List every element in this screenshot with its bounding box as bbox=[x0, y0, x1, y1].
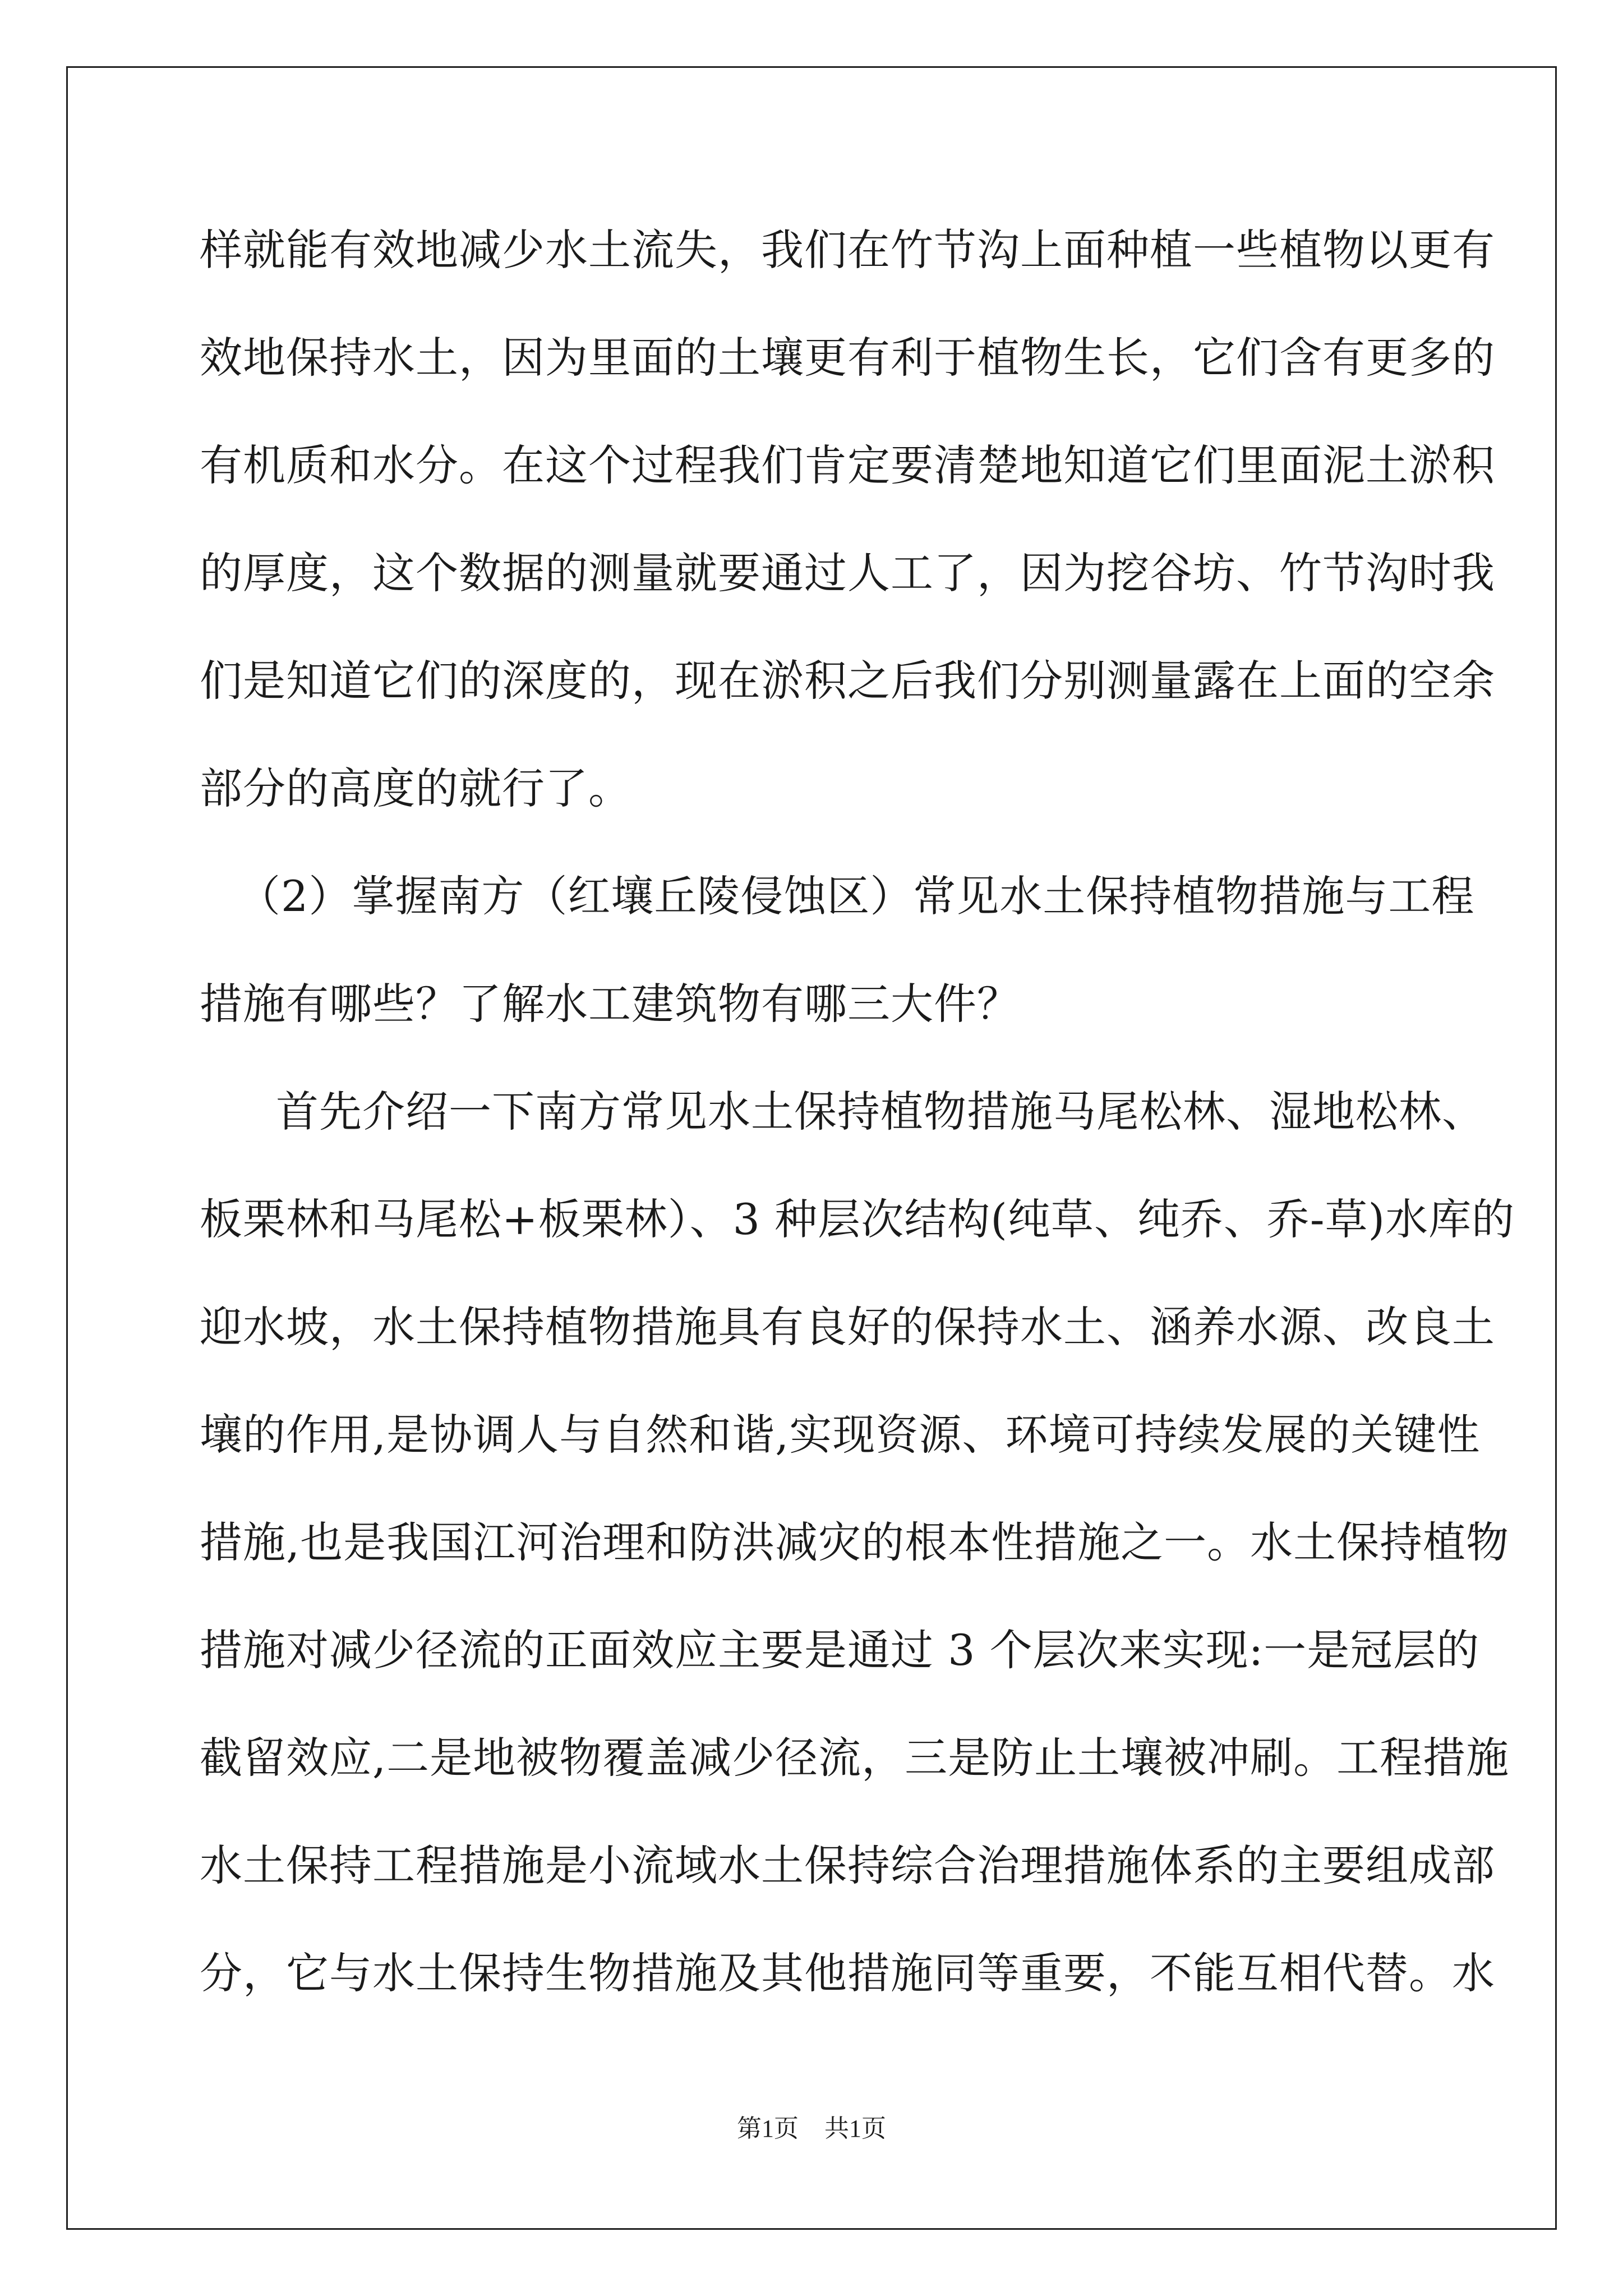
text-line: 截留效应,二是地被物覆盖减少径流，三是防止土壤被冲刷。工程措施 bbox=[200, 1733, 1510, 1783]
document-body bbox=[200, 196, 1515, 2027]
text-line: 水土保持工程措施是小流域水土保持综合治理措施体系的主要组成部 bbox=[200, 1841, 1495, 1890]
paragraph-first-line: 首先介绍一下南方常见水土保持植物措施马尾松林、湿地松林、 bbox=[276, 1087, 1485, 1137]
text-line: 们是知道它们的深度的，现在淤积之后我们分别测量露在上面的空余 bbox=[200, 656, 1495, 706]
page-number: 第1页 bbox=[737, 2115, 799, 2142]
text-line: 样就能有效地减少水土流失，我们在竹节沟上面种植一些植物以更有 bbox=[200, 225, 1495, 275]
text-line: 有机质和水分。在这个过程我们肯定要清楚地知道它们里面泥土淤积 bbox=[200, 440, 1495, 490]
text-line: 措施有哪些？了解水工建筑物有哪三大件？ bbox=[200, 979, 1020, 1029]
text-line: 措施,也是我国江河治理和防洪减灾的根本性措施之一。水土保持植物 bbox=[200, 1517, 1510, 1567]
text-line: 分，它与水土保持生物措施及其他措施同等重要，不能互相代替。水 bbox=[200, 1948, 1495, 1998]
text-line: 效地保持水土，因为里面的土壤更有利于植物生长，它们含有更多的 bbox=[200, 333, 1495, 383]
text-line: 措施对减少径流的正面效应主要是通过 3 个层次来实现:一是冠层的 bbox=[200, 1625, 1480, 1675]
page-footer bbox=[0, 2112, 1623, 2146]
text-line: 迎水坡，水土保持植物措施具有良好的保持水土、涵养水源、改良土 bbox=[200, 1302, 1495, 1352]
page-total: 共1页 bbox=[824, 2115, 886, 2142]
paragraph-heading-line: （2）掌握南方（红壤丘陵侵蚀区）常见水土保持植物措施与工程 bbox=[238, 871, 1475, 921]
text-line: 部分的高度的就行了。 bbox=[200, 763, 631, 813]
text-line: 壤的作用,是协调人与自然和谐,实现资源、环境可持续发展的关键性 bbox=[200, 1410, 1481, 1460]
text-line: 板栗林和马尾松+板栗林）、3 种层次结构(纯草、纯乔、乔-草)水库的 bbox=[200, 1194, 1515, 1244]
text-line: 的厚度，这个数据的测量就要通过人工了，因为挖谷坊、竹节沟时我 bbox=[200, 548, 1495, 598]
